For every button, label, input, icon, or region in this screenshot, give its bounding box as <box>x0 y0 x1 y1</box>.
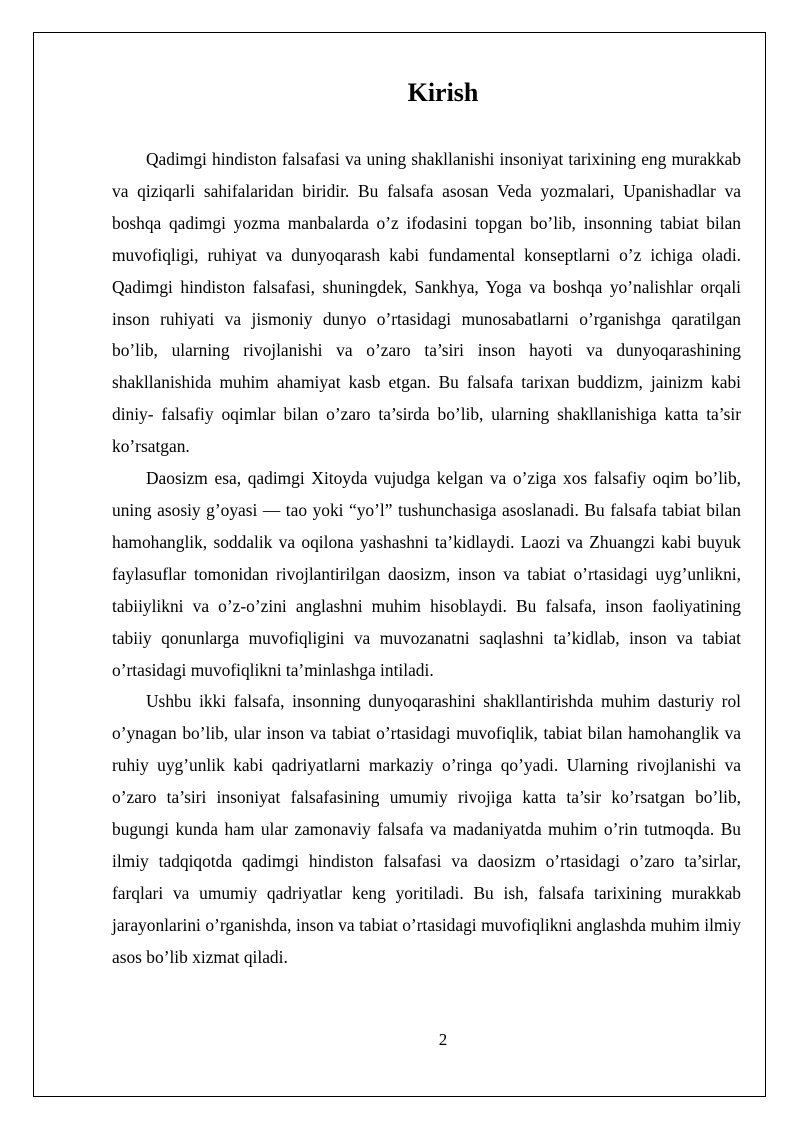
page-number: 2 <box>438 1030 448 1049</box>
paragraph-2: Daosizm esa, qadimgi Xitoyda vujudga kelgan va o’ziga xos falsafiy oqim bo’lib, uning asosiy g’oyasi — tao yoki “yo’l” tushunchasiga asoslanadi. Bu falsafa tabiat bilan hamohanglik, soddalik va oqilona yashashni ta’kidlaydi. Laozi va Zhuangzi kabi buyuk faylasuflar tomonidan rivojlantirilgan daosizm, inson va tabiat o’rtasidagi uyg’unlikni, tabiiylikni va o’z-o’zini anglashni muhim hisoblaydi. Bu falsafa, inson faoliyatining tabiiy qonunlarga muvofiqligini va muvozanatni saqlashni ta’kidlab, inson va tabiat o’rtasidagi muvofiqlikni ta’minlashga intiladi. <box>112 468 741 680</box>
paragraph-3: Ushbu ikki falsafa, insonning dunyoqarashini shakllantirishda muhim dasturiy rol o’ynagan bo’lib, ular inson va tabiat o’rtasidagi muvofiqlik, tabiat bilan hamohanglik va ruhiy uyg’unlik kabi qadriyatlarni markaziy o’ringa qo’yadi. Ularning rivojlanishi va o’zaro ta’siri insoniyat falsafasining umumiy rivojiga katta ta’sir ko’rsatgan bo’lib, bugungi kunda ham ular zamonaviy falsafa va madaniyatda muhim o’rin tutmoqda. Bu ilmiy tadqiqotda qadimgi hindiston falsafasi va daosizm o’rtasidagi o’zaro ta’sirlar, farqlari va umumiy qadriyatlar keng yoritiladi. Bu ish, falsafa tarixining murakkab jarayonlarini o’rganishda, inson va tabiat o’rtasidagi muvofiqlikni anglashda muhim ilmiy asos bo’lib xizmat qiladi. <box>112 691 741 967</box>
paragraph-1: Qadimgi hindiston falsafasi va uning shakllanishi insoniyat tarixining eng murakkab va qiziqarli sahifalaridan biridir. Bu falsafa asosan Veda yozmalari, Upanishadlar va boshqa qadimgi yozma manbalarda o’z ifodasini topgan bo’lib, insonning tabiat bilan muvofiqligi, ruhiyat va dunyoqarash kabi fundamental konseptlarni o’z ichiga oladi. Qadimgi hindiston falsafasi, shuningdek, Sankhya, Yoga va boshqa yo’nalishlar orqali inson ruhiyati va jismoniy dunyo o’rtasidagi munosabatlarni o’rganishga qaratilgan bo’lib, ularning rivojlanishi va o’zaro ta’siri inson hayoti va dunyoqarashining shakllanishida muhim ahamiyat kasb etgan. Bu falsafa tarixan buddizm, jainizm kabi diniy- falsafiy oqimlar bilan o’zaro ta’sirda bo’lib, ularning shakllanishiga katta ta’sir ko’rsatgan. <box>112 149 741 457</box>
page-title: Kirish <box>407 78 479 107</box>
body-text <box>112 144 741 974</box>
